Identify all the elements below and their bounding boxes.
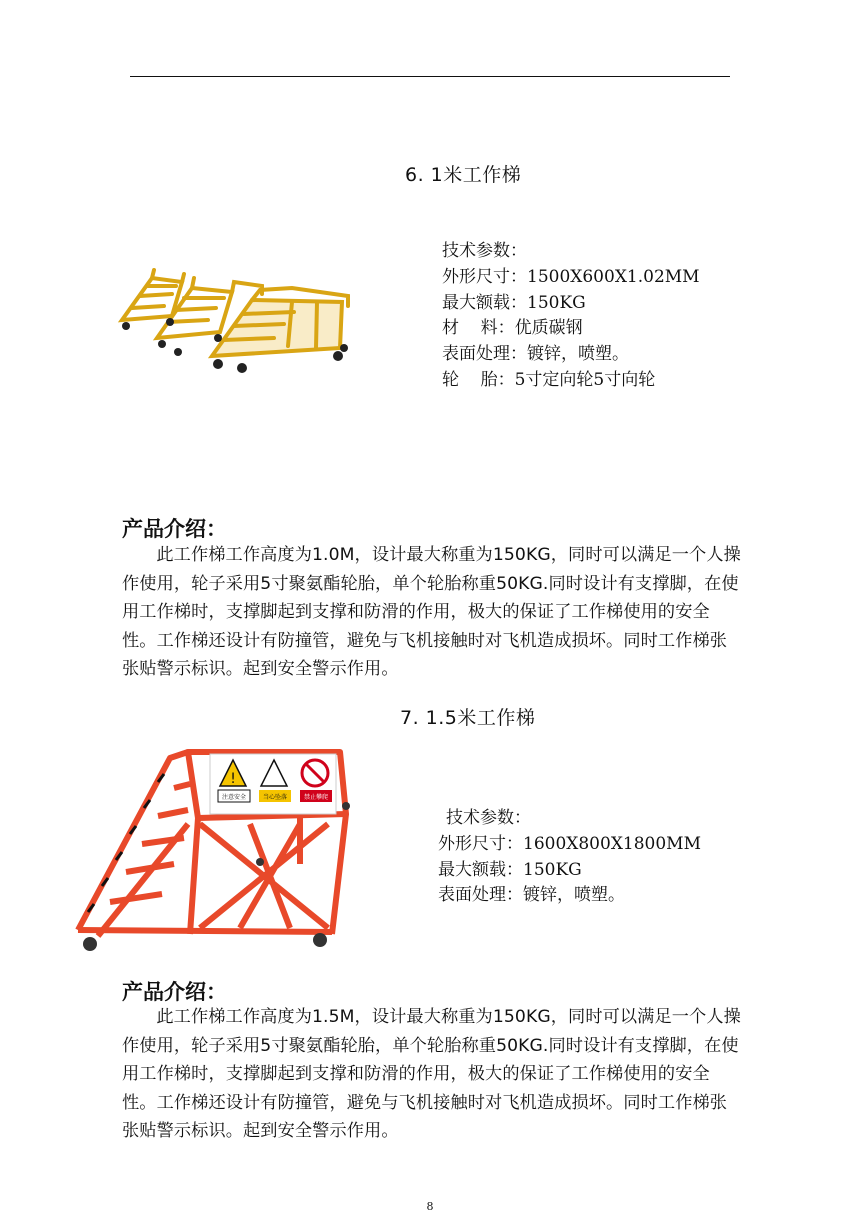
section-7-title: 7. 1.5米工作梯: [400, 707, 536, 729]
spec-line: 外形尺寸：1600X800X1800MM: [438, 833, 701, 854]
section-6-intro-heading: 产品介绍：: [122, 517, 227, 541]
spec-line: 技术参数：: [446, 808, 531, 828]
svg-text:注意安全: 注意安全: [221, 794, 247, 801]
spec-line: 最大额载：150KG: [442, 292, 586, 313]
section-7-specs: [438, 806, 701, 909]
orange-work-ladder-photo: [70, 744, 352, 958]
spec-line: 外形尺寸：1500X600X1.02MM: [442, 266, 700, 287]
spec-line: 技术参数：: [442, 241, 527, 261]
section-6-specs: [442, 239, 700, 394]
page-number: 8: [426, 1200, 434, 1213]
spec-line: 表面处理：镀锌，喷塑。: [438, 885, 625, 906]
yellow-work-ladders-photo: [112, 272, 352, 376]
spec-line: 最大额载：150KG: [438, 859, 582, 880]
spec-line: 材 料：优质碳钢: [442, 318, 583, 339]
section-7-intro-heading: 产品介绍：: [122, 980, 227, 1004]
section-7-intro-text: 此工作梯工作高度为1.5M，设计最大称重为150KG，同时可以满足一个人操作使用，轮子采用5寸聚氨酯轮胎，单个轮胎称重50KG.同时设计有支撑脚，在使用工作梯时，支撑脚起到支撑和防滑的作用，极大的保证了工作梯使用的安全性。工作梯还设计有防撞管，避免与飞机接触时对飞机造成损坏。同时工作梯张张贴警示标识。起到安全警示作用。: [122, 1007, 741, 1142]
section-6-intro-text: 此工作梯工作高度为1.0M，设计最大称重为150KG，同时可以满足一个人操作使用，轮子采用5寸聚氨酯轮胎，单个轮胎称重50KG.同时设计有支撑脚，在使用工作梯时，支撑脚起到支撑和防滑的作用，极大的保证了工作梯使用的安全性。工作梯还设计有防撞管，避免与飞机接触时对飞机造成损坏。同时工作梯张张贴警示标识。起到安全警示作用。: [122, 545, 741, 680]
header-rule: [130, 76, 730, 77]
svg-text:禁止攀爬: 禁止攀爬: [303, 794, 329, 801]
spec-line: 轮 胎：5寸定向轮5寸向轮: [442, 369, 656, 390]
section-6-title: 6. 1米工作梯: [405, 164, 522, 186]
spec-line: 表面处理：镀锌，喷塑。: [442, 344, 629, 365]
svg-text:当心坠落: 当心坠落: [262, 794, 288, 801]
svg-text:!: !: [230, 771, 236, 787]
